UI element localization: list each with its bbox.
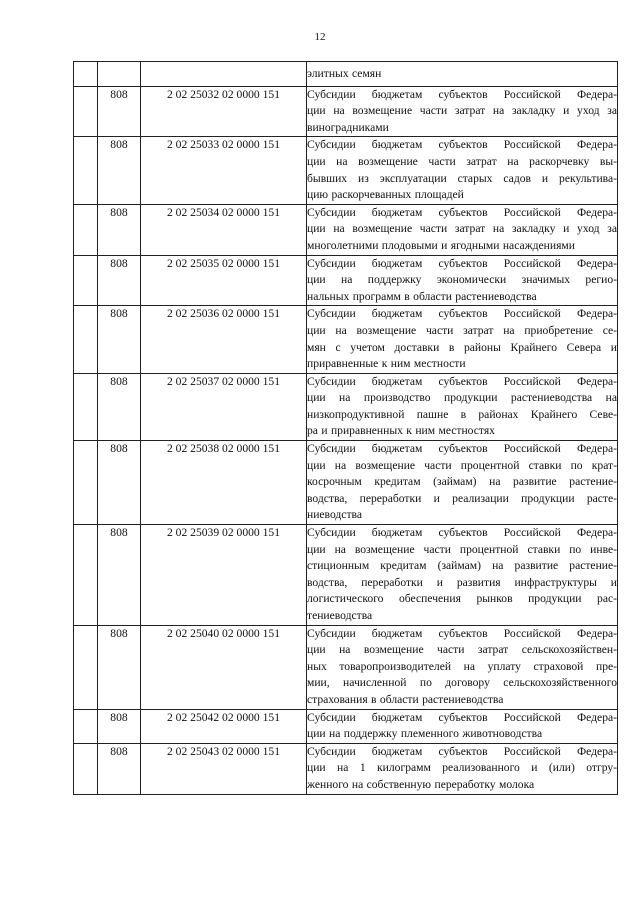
description-line: бывших из эксплуатации старых садов и рекультива- [307, 171, 617, 185]
budget-code-cell [141, 62, 307, 87]
description-line: многолетними плодовыми и ягодными насаждениями [307, 238, 575, 252]
description-line: косрочным кредитам (займам) на развитие растение- [307, 475, 617, 489]
blank-cell [74, 709, 98, 743]
blank-cell [74, 306, 98, 373]
description-line: ции на возмещение части затрат на раскорчевку вы- [307, 154, 617, 168]
budget-code-cell: 2 02 25037 02 0000 151 [141, 373, 307, 440]
table-row-continuation [74, 62, 618, 87]
budget-code-cell: 2 02 25043 02 0000 151 [141, 743, 307, 794]
description-line: приравненные к ним местности [307, 357, 466, 371]
description-cell [307, 255, 618, 306]
description-line: цию раскорчеванных площадей [307, 188, 464, 202]
description-line: ции на возмещение части процентной ставки по инве- [307, 542, 617, 556]
description-line: ции на поддержку экономически значимых регио- [307, 273, 617, 287]
description-cell [307, 709, 618, 743]
table-row [74, 709, 618, 743]
budget-code-cell: 2 02 25038 02 0000 151 [141, 441, 307, 525]
blank-cell [74, 625, 98, 709]
blank-cell [74, 86, 98, 137]
table-row [74, 373, 618, 440]
description-line: ра и приравненных к ним местностях [307, 424, 495, 438]
description-line: ции на поддержку племенного животноводства [307, 727, 543, 741]
table-body [74, 62, 618, 795]
table-row [74, 306, 618, 373]
admin-code-cell: 808 [98, 373, 141, 440]
description-cell [307, 62, 618, 87]
admin-code-cell [98, 62, 141, 87]
table-row [74, 137, 618, 204]
description-cell [307, 137, 618, 204]
blank-cell [74, 743, 98, 794]
description-line: водства, переработки и реализации продукции расте- [307, 491, 617, 505]
blank-cell [74, 525, 98, 626]
budget-code-cell: 2 02 25039 02 0000 151 [141, 525, 307, 626]
description-line: логистического обеспечения рынков продукции рас- [307, 592, 617, 606]
description-line: стиционным кредитам (займам) на развитие растение- [307, 559, 617, 573]
description-line: низкопродуктивной пашне в районах Крайнего Севе- [307, 407, 617, 421]
description-line: Субсидии бюджетам субъектов Российской Федера- [307, 205, 617, 219]
admin-code-cell: 808 [98, 86, 141, 137]
description-line: Субсидии бюджетам субъектов Российской Федера- [307, 744, 617, 758]
admin-code-cell: 808 [98, 306, 141, 373]
table-row [74, 441, 618, 525]
admin-code-cell: 808 [98, 441, 141, 525]
description-line: Субсидии бюджетам субъектов Российской Федера- [307, 307, 617, 321]
description-line: мии, начисленной по договору сельскохозяйственного [307, 676, 617, 690]
description-line: ниеводства [307, 508, 362, 522]
description-line: Субсидии бюджетам субъектов Российской Федера- [307, 626, 617, 640]
description-line: ных товаропроизводителей на уплату страховой пре- [307, 659, 617, 673]
description-line: тениеводства [307, 609, 373, 622]
description-line: ции на производство продукции растениеводства на [307, 391, 617, 405]
description-line: Субсидии бюджетам субъектов Российской Федера- [307, 256, 617, 270]
admin-code-cell: 808 [98, 204, 141, 255]
budget-code-cell: 2 02 25032 02 0000 151 [141, 86, 307, 137]
table-row [74, 743, 618, 794]
blank-cell [74, 373, 98, 440]
description-line: женного на собственную переработку молока [307, 777, 535, 791]
description-cell [307, 373, 618, 440]
blank-cell [74, 204, 98, 255]
budget-code-cell: 2 02 25036 02 0000 151 [141, 306, 307, 373]
table-row [74, 525, 618, 626]
admin-code-cell: 808 [98, 743, 141, 794]
description-line: ции на возмещение части затрат на закладку и уход за [307, 104, 617, 118]
description-line: нальных программ в области растениеводства [307, 289, 537, 303]
description-line: Субсидии бюджетам субъектов Российской Федера- [307, 138, 617, 152]
description-line: ции на 1 килограмм реализованного и (или) отгру- [307, 761, 617, 775]
admin-code-cell: 808 [98, 137, 141, 204]
description-line: ции на возмещение части затрат на закладку и уход за [307, 222, 617, 236]
table-row [74, 204, 618, 255]
budget-code-cell: 2 02 25034 02 0000 151 [141, 204, 307, 255]
budget-code-cell: 2 02 25040 02 0000 151 [141, 625, 307, 709]
admin-code-cell: 808 [98, 255, 141, 306]
description-cell [307, 306, 618, 373]
description-cell [307, 743, 618, 794]
description-line: ции на возмещение части затрат сельскохозяйствен- [307, 643, 617, 657]
description-line: Субсидии бюджетам субъектов Российской Федера- [307, 526, 617, 540]
budget-code-cell: 2 02 25042 02 0000 151 [141, 709, 307, 743]
description-cell [307, 86, 618, 137]
admin-code-cell: 808 [98, 525, 141, 626]
page-number: 12 [314, 31, 326, 43]
budget-code-cell: 2 02 25035 02 0000 151 [141, 255, 307, 306]
description-cell [307, 625, 618, 709]
description-line: Субсидии бюджетам субъектов Российской Федера- [307, 442, 617, 456]
description-line: Субсидии бюджетам субъектов Российской Федера- [307, 710, 617, 724]
description-line: виноградниками [307, 120, 389, 134]
description-line: Субсидии бюджетам субъектов Российской Федера- [307, 374, 617, 388]
budget-codes-table [73, 61, 618, 795]
description-cell [307, 525, 618, 626]
blank-cell [74, 255, 98, 306]
budget-code-cell: 2 02 25033 02 0000 151 [141, 137, 307, 204]
description-cell [307, 441, 618, 525]
blank-cell [74, 137, 98, 204]
description-line: водства, переработки и развития инфраструктуры и [307, 575, 617, 589]
table-row [74, 625, 618, 709]
table-row [74, 255, 618, 306]
blank-cell [74, 441, 98, 525]
admin-code-cell: 808 [98, 625, 141, 709]
description-line: Субсидии бюджетам субъектов Российской Федера- [307, 87, 617, 101]
description-line: мян с учетом доставки в районы Крайнего Севера и [307, 340, 617, 354]
description-line: элитных семян [307, 67, 382, 80]
admin-code-cell: 808 [98, 709, 141, 743]
blank-cell [74, 62, 98, 87]
description-cell [307, 204, 618, 255]
description-line: ции на возмещение части процентной ставки по крат- [307, 458, 617, 472]
description-line: ции на возмещение части затрат на приобретение се- [307, 323, 617, 337]
table-row [74, 86, 618, 137]
description-line: страхования в области растениеводства [307, 692, 504, 706]
